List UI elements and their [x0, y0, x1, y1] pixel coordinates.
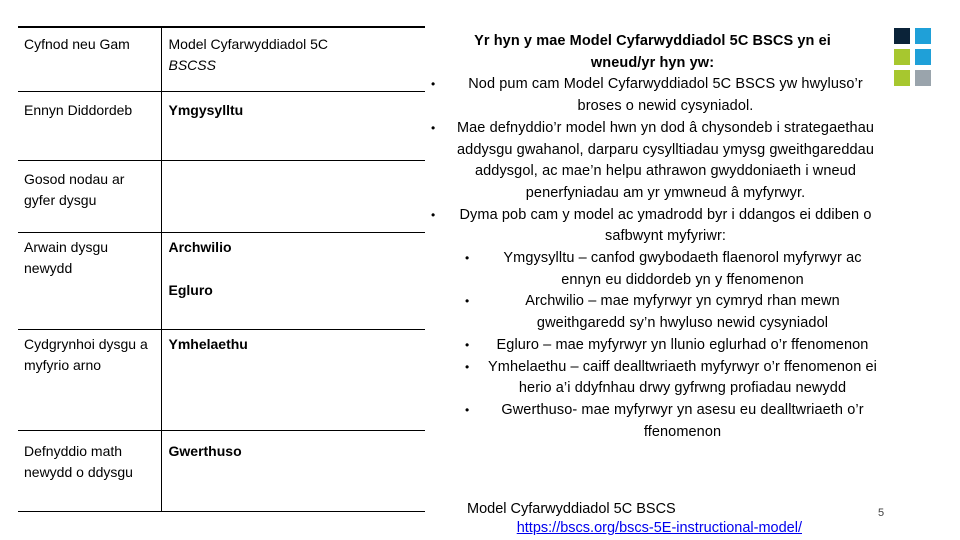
logo-square-gray: [915, 70, 931, 86]
logo-square-green: [894, 49, 910, 65]
bullet-list: [425, 74, 880, 443]
reference-label: Model Cyfarwyddiadol 5C BSCS: [467, 501, 676, 517]
table-cell-stage: Gosod nodau ar gyfer dysgu: [18, 161, 161, 233]
table-cell-phase: [161, 431, 425, 512]
description-heading: Yr hyn y mae Model Cyfarwyddiadol 5C BSCS yn ei wneud/yr hyn yw:: [474, 33, 831, 71]
phase-line: BSCSS: [168, 57, 216, 73]
table-cell-phase: [161, 233, 425, 330]
table-cell-stage: Defnyddio math newydd o ddysgu: [18, 431, 161, 512]
phase-line: Ymgysylltu: [168, 102, 244, 118]
table-row: [18, 233, 425, 330]
page-number: 5: [878, 507, 885, 519]
phase-line: Egluro: [168, 282, 213, 298]
table-cell-phase: [161, 330, 425, 431]
table-cell-phase: [161, 27, 425, 92]
description-text: [425, 31, 880, 443]
list-item: • Mae defnyddio’r model hwn yn dod â chysondeb i strategaethau addysgu gwahanol, darparu cysylltiadau ymysg gweithgareddau addysgol, ac mae’n helpu athrawon gwyddoniaeth i wneud penerfyniadau am yr ymwneud â myfyrwyr.: [431, 119, 875, 201]
sub-list-item: • Archwilio – mae myfyrwyr yn cymryd rhan mewn gweithgaredd sy’n hwyluso newid cysyniadol: [465, 293, 840, 332]
table-row: [18, 92, 425, 161]
phase-line: Gwerthuso: [168, 443, 242, 459]
bullet-icon: •: [431, 207, 436, 222]
logo-square-dark: [894, 28, 910, 44]
bullet-icon: •: [465, 402, 470, 417]
bullet-icon: •: [465, 337, 470, 352]
table-row: [18, 161, 425, 233]
logo-square-green: [894, 70, 910, 86]
bullet-icon: •: [431, 77, 436, 92]
table-cell-stage: Arwain dysgu newydd: [18, 233, 161, 330]
table-row: [18, 330, 425, 431]
bullet-icon: •: [465, 294, 470, 309]
table-header-row: [18, 27, 425, 92]
sub-list-item: • Ymgysylltu – canfod gwybodaeth flaenorol myfyrwyr ac ennyn eu diddordeb yn y ffenomenon: [465, 250, 862, 288]
table-cell-phase: [161, 161, 425, 233]
table-cell-stage: Cyfnod neu Gam: [18, 27, 161, 92]
logo-square-blue: [915, 28, 931, 44]
stages-table: [18, 26, 425, 512]
reference-link[interactable]: https://bscs.org/bscs-5E-instructional-model/: [516, 520, 802, 536]
logo-icon: [894, 28, 936, 90]
bullet-icon: •: [465, 359, 470, 374]
logo-square-blue: [915, 49, 931, 65]
table-cell-stage: Ennyn Diddordeb: [18, 92, 161, 161]
list-item: • Nod pum cam Model Cyfarwyddiadol 5C BSCS yw hwyluso’r broses o newid cysyniadol.: [431, 76, 863, 115]
table-row: [18, 431, 425, 512]
sub-list-item: • Egluro – mae myfyrwyr yn llunio eglurhad o’r ffenomenon: [425, 335, 880, 357]
table-cell-stage: Cydgrynhoi dysgu a myfyrio arno: [18, 330, 161, 431]
sub-list-item: • Gwerthuso- mae myfyrwyr yn asesu eu dealltwriaeth o’r ffenomenon: [465, 401, 864, 440]
bullet-icon: •: [431, 120, 436, 135]
table-cell-phase: [161, 92, 425, 161]
phase-line: Model Cyfarwyddiadol 5C: [168, 36, 329, 52]
phase-line: Ymhelaethu: [168, 336, 248, 352]
sub-list-item: • Ymhelaethu – caiff dealltwriaeth myfyrwyr o’r ffenomenon ei herio a’i ddyfnhau drwy gyfrwng profiadau newydd: [465, 358, 877, 397]
list-item: • Dyma pob cam y model ac ymadrodd byr i ddangos ei ddiben o safbwynt myfyriwr:: [431, 206, 872, 245]
bullet-icon: •: [465, 251, 470, 266]
phase-line: Archwilio: [168, 239, 232, 255]
